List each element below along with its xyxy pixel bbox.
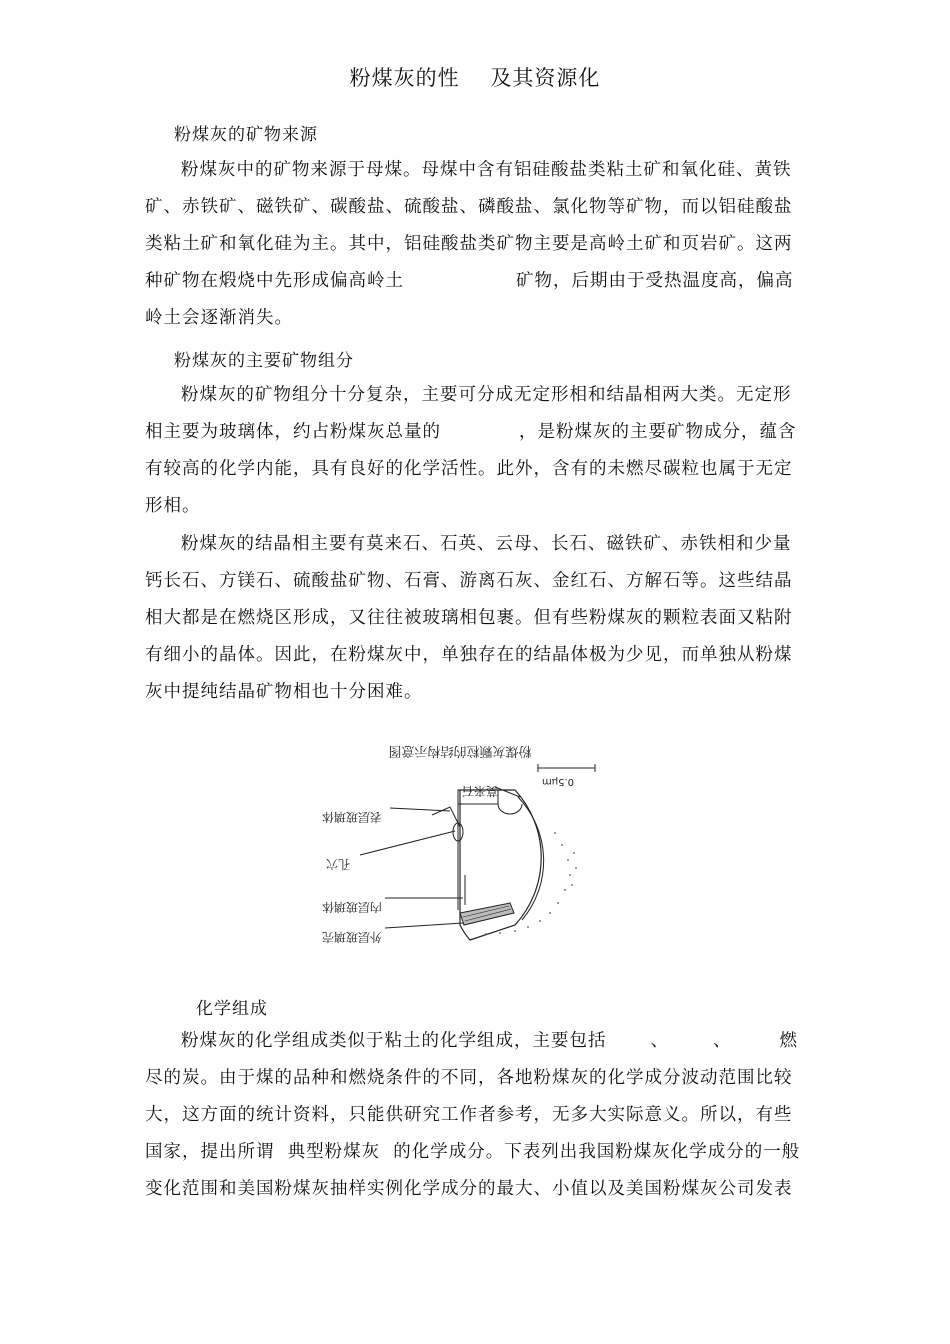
text-line: 形相。 <box>145 496 201 516</box>
label-outer-glass: 表层玻璃体 <box>321 810 383 824</box>
particle-structure-figure <box>300 735 620 950</box>
text-line: 变化范围和美国粉煤灰抽样实例化学成分的最大、小值以及美国粉煤灰公司发表 <box>145 1179 793 1199</box>
paragraph-chemical-composition <box>145 1023 805 1208</box>
scale-label: 0.5μm <box>541 776 575 787</box>
leader-line <box>390 808 450 811</box>
text-line: 钙长石、方镁石、硫酸盐矿物、石膏、游离石灰、金红石、方解石等。这些结晶 <box>145 571 793 591</box>
text-fragment: 种矿物在煅烧中先形成偏高岭土 <box>145 271 404 291</box>
text-line <box>145 414 805 451</box>
text-line <box>145 1023 805 1060</box>
text-line: 粉煤灰中的矿物来源于母煤。母煤中含有铝硅酸盐类粘土矿和氧化硅、黄铁 <box>181 160 792 180</box>
label-mullite: 莫来石 <box>461 784 499 798</box>
shell-texture <box>485 832 577 935</box>
label-pore: 孔穴 <box>325 857 351 871</box>
label-inner-glass: 内层玻璃体 <box>321 900 383 914</box>
text-line: 灰中提纯结晶矿物相也十分困难。 <box>145 682 423 702</box>
text-line <box>145 263 805 300</box>
text-line: 岭土会逐渐消失。 <box>145 308 293 328</box>
leader-line <box>360 831 455 855</box>
text-line: 国家，提出所谓 典型粉煤灰 的化学成分。下表列出我国粉煤灰化学成分的一般 <box>145 1142 801 1162</box>
text-line: 大，这方面的统计资料，只能供研究工作者参考，无多大实际意义。所以，有些 <box>145 1105 793 1125</box>
text-fragment: 、 <box>650 1031 669 1051</box>
text-fragment: 粉煤灰的化学组成类似于粘土的化学组成，主要包括 <box>181 1031 607 1051</box>
particle-structure-diagram <box>300 735 620 950</box>
text-fragment: 、 <box>713 1031 732 1051</box>
text-fragment: ，是粉煤灰的主要矿物成分，蕴含 <box>519 422 797 442</box>
paragraph-crystalline-phase <box>145 526 805 711</box>
text-line: 类粘土矿和氧化硅为主。其中，铝硅酸盐类矿物主要是高岭土矿和页岩矿。这两 <box>145 234 793 254</box>
document-title: 粉煤灰的性 及其资源化 <box>349 66 601 90</box>
text-line: 粉煤灰的矿物组分十分复杂，主要可分成无定形相和结晶相两大类。无定形 <box>181 385 792 405</box>
surface-pit <box>498 804 522 814</box>
paragraph-mineral-source <box>145 152 805 337</box>
section-heading-mineral-components: 粉煤灰的主要矿物组分 <box>174 351 354 371</box>
leader-line <box>385 923 463 928</box>
text-fragment: 矿物，后期由于受热温度高，偏高 <box>516 271 794 291</box>
text-line: 尽的炭。由于煤的品种和燃烧条件的不同，各地粉煤灰的化学成分波动范围比较 <box>145 1068 793 1088</box>
section-heading-mineral-source: 粉煤灰的矿物来源 <box>174 125 318 145</box>
text-fragment: 相主要为玻璃体，约占粉煤灰总量的 <box>145 422 441 442</box>
text-line: 相大都是在燃烧区形成，又往往被玻璃相包裹。但有些粉煤灰的颗粒表面又粘附 <box>145 608 793 628</box>
figure-caption: 粉煤灰颗粒的结构示意图 <box>388 743 532 758</box>
text-line: 矿、赤铁矿、磁铁矿、碳酸盐、硫酸盐、磷酸盐、氯化物等矿物，而以铝硅酸盐 <box>145 197 793 217</box>
paragraph-amorphous-phase <box>145 377 805 525</box>
label-outer-shell: 外层玻璃壳 <box>321 930 383 944</box>
hatched-band <box>460 903 514 925</box>
section-heading-chemical-composition: 化学组成 <box>196 999 268 1019</box>
text-fragment: 燃 <box>779 1031 798 1051</box>
text-line: 有较高的化学内能，具有良好的化学活性。此外，含有的未燃尽碳粒也属于无定 <box>145 459 793 479</box>
text-line: 粉煤灰的结晶相主要有莫来石、石英、云母、长石、磁铁矿、赤铁相和少量 <box>181 534 792 554</box>
text-line: 有细小的晶体。因此，在粉煤灰中，单独存在的结晶体极为少见，而单独从粉煤 <box>145 645 793 665</box>
